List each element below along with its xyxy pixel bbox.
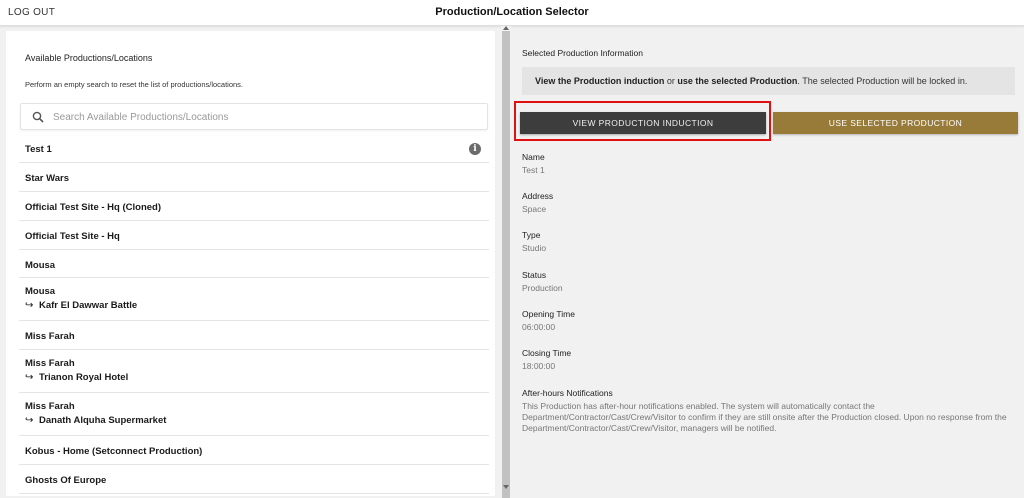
field-name bbox=[522, 152, 1017, 176]
search-box bbox=[20, 103, 488, 130]
field-value: This Production has after-hour notifications enabled. The system will automatically contact the Department/Contractor/Cast/Crew/Visitor to confirm if they are still onsite after the Production closed. Upon no response from the Department/Contractor/Cast/Crew/Visitor, managers will be notified. bbox=[522, 401, 1007, 433]
productions-list-panel bbox=[6, 31, 495, 496]
field-label: After-hours Notifications bbox=[522, 388, 613, 398]
scroll-thumb[interactable] bbox=[502, 31, 510, 498]
scroll-down-arrow-icon[interactable] bbox=[503, 485, 509, 489]
field-status bbox=[522, 270, 1017, 294]
item-name: Miss Farah bbox=[25, 331, 75, 342]
field-value: Studio bbox=[522, 243, 547, 253]
page-title: Production/Location Selector bbox=[435, 6, 589, 18]
list-hint: Perform an empty search to reset the list of productions/locations. bbox=[25, 80, 244, 89]
item-name: Official Test Site - Hq (Cloned) bbox=[25, 202, 161, 213]
notice-view-text: View the Production induction bbox=[535, 76, 665, 86]
list-heading: Available Productions/Locations bbox=[25, 53, 153, 63]
scroll-up-arrow-icon[interactable] bbox=[503, 26, 509, 30]
top-bar bbox=[0, 0, 1024, 26]
list-item[interactable] bbox=[19, 134, 489, 163]
list-item[interactable] bbox=[19, 250, 489, 278]
list-item[interactable] bbox=[19, 192, 489, 221]
item-name: Test 1 bbox=[25, 144, 52, 155]
field-value: Space bbox=[522, 204, 547, 214]
item-name: Official Test Site - Hq bbox=[25, 231, 120, 242]
item-name: Miss Farah bbox=[25, 401, 75, 412]
field-label: Status bbox=[522, 270, 547, 280]
list-item[interactable] bbox=[19, 393, 489, 436]
selected-production-panel bbox=[512, 26, 1024, 496]
sublocation-arrow-icon: ↪ bbox=[25, 372, 34, 383]
item-name: Kobus - Home (Setconnect Production) bbox=[25, 446, 203, 457]
scrollbar[interactable] bbox=[501, 26, 511, 496]
search-icon bbox=[32, 111, 44, 123]
notice-rest-text: . The selected Production will be locked in. bbox=[797, 76, 968, 86]
productions-list bbox=[19, 134, 489, 494]
field-value: Production bbox=[522, 283, 563, 293]
field-closing-time bbox=[522, 348, 1017, 372]
selected-heading: Selected Production Information bbox=[522, 48, 643, 58]
notice-use-text: use the selected Production bbox=[677, 76, 798, 86]
item-name: Mousa bbox=[25, 260, 56, 271]
list-item[interactable] bbox=[19, 436, 489, 465]
item-name: Star Wars bbox=[25, 173, 69, 184]
item-sublocation bbox=[25, 372, 128, 383]
field-label: Closing Time bbox=[522, 348, 572, 358]
logout-link[interactable]: LOG OUT bbox=[8, 7, 56, 18]
list-item[interactable] bbox=[19, 350, 489, 393]
field-label: Opening Time bbox=[522, 309, 575, 319]
field-value: 18:00:00 bbox=[522, 361, 556, 371]
list-item[interactable] bbox=[19, 278, 489, 321]
item-name: Miss Farah bbox=[25, 358, 75, 369]
list-item[interactable] bbox=[19, 163, 489, 192]
info-icon[interactable]: i bbox=[469, 143, 481, 155]
sublocation-arrow-icon: ↪ bbox=[25, 300, 34, 311]
field-label: Type bbox=[522, 230, 541, 240]
view-production-induction-button[interactable]: VIEW PRODUCTION INDUCTION bbox=[520, 112, 766, 134]
field-label: Address bbox=[522, 191, 554, 201]
search-input[interactable] bbox=[53, 109, 473, 125]
field-value: 06:00:00 bbox=[522, 322, 556, 332]
list-item[interactable] bbox=[19, 321, 489, 350]
item-sublocation bbox=[25, 300, 137, 311]
list-item[interactable] bbox=[19, 465, 489, 494]
field-type bbox=[522, 230, 1017, 254]
field-address bbox=[522, 191, 1017, 215]
notice-or-text: or bbox=[664, 76, 678, 86]
sublocation-name: Kafr El Dawwar Battle bbox=[39, 300, 138, 311]
item-name: Mousa bbox=[25, 286, 56, 297]
field-after-hours bbox=[522, 388, 1017, 434]
field-label: Name bbox=[522, 152, 545, 162]
list-item[interactable] bbox=[19, 221, 489, 250]
item-sublocation bbox=[25, 415, 166, 426]
sublocation-arrow-icon: ↪ bbox=[25, 415, 34, 426]
sublocation-name: Danath Alquha Supermarket bbox=[39, 415, 167, 426]
sublocation-name: Trianon Royal Hotel bbox=[39, 372, 129, 383]
selection-notice bbox=[522, 67, 1015, 95]
use-selected-production-button[interactable]: USE SELECTED PRODUCTION bbox=[773, 112, 1018, 134]
field-opening-time bbox=[522, 309, 1017, 333]
item-name: Ghosts Of Europe bbox=[25, 475, 107, 486]
field-value: Test 1 bbox=[522, 165, 545, 175]
